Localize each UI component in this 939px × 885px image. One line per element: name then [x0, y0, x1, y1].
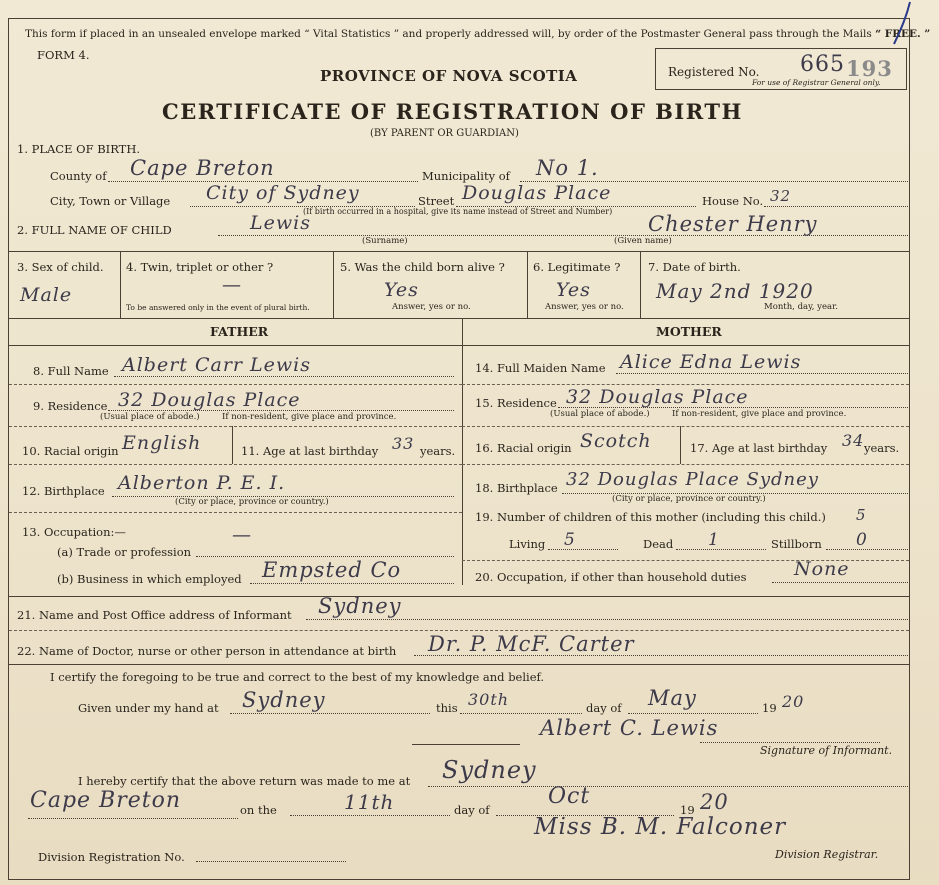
legitimate-value: Yes [556, 279, 591, 301]
mother-residence-label: 15. Residence [475, 396, 557, 410]
father-occupation-label: 13. Occupation:— [22, 525, 126, 539]
division-number-label: Division Registration No. [38, 850, 185, 864]
stillborn-value: 0 [856, 530, 868, 550]
legitimate-note: Answer, yes or no. [545, 302, 624, 312]
dead-line [676, 549, 766, 550]
house-label: House No. [702, 194, 764, 208]
mother-birthplace-label: 18. Birthplace [475, 481, 558, 495]
form-number: FORM 4. [37, 48, 90, 62]
mother-heading: MOTHER [656, 324, 722, 339]
mother-occupation-label: 20. Occupation, if other than household duties [475, 570, 747, 584]
divider-6-7 [640, 251, 641, 318]
given-under-label: Given under my hand at [78, 701, 219, 715]
father-name-label: 8. Full Name [33, 364, 109, 378]
father-name-value: Albert Carr Lewis [122, 354, 311, 376]
rule-certify-top [9, 664, 909, 665]
father-racial-divider [232, 426, 233, 464]
certificate-title: CERTIFICATE OF REGISTRATION OF BIRTH [162, 99, 743, 124]
registrar-county-line [28, 818, 238, 819]
mother-name-label: 14. Full Maiden Name [475, 361, 606, 375]
rule-row3-top [9, 251, 909, 252]
this-day-value: 30th [468, 690, 510, 709]
informant-line [306, 619, 908, 620]
registrar-note: For use of Registrar General only. [752, 78, 881, 87]
father-residence-note-a: (Usual place of abode.) [100, 412, 200, 422]
father-business-line [250, 583, 454, 584]
signature-caption: Signature of Informant. [760, 744, 893, 757]
this-day-line [460, 713, 582, 714]
mother-name-value: Alice Edna Lewis [620, 351, 802, 373]
given-place-value: Sydney [242, 688, 326, 712]
mother-racial-divider [680, 426, 681, 464]
signature-separator [412, 744, 520, 745]
children-count-value: 5 [856, 506, 867, 524]
street-value: Douglas Place [462, 182, 612, 204]
registered-label: Registered No. [668, 65, 760, 79]
father-name-line [114, 376, 454, 377]
mother-residence-note-a: (Usual place of abode.) [550, 409, 650, 419]
mother-name-line [616, 373, 908, 374]
registered-value: 665 [800, 52, 845, 77]
father-racial-label: 10. Racial origin [22, 444, 119, 458]
month-line [628, 713, 758, 714]
mother-occupation-value: None [794, 558, 850, 580]
father-age-label: 11. Age at last birthday [241, 444, 379, 458]
mother-row-rule-2 [462, 426, 909, 427]
father-row-rule-2 [9, 426, 462, 427]
informant-signature: Albert C. Lewis [540, 716, 719, 740]
father-birthplace-note: (City or place, province or country.) [175, 497, 329, 507]
sex-value: Male [20, 284, 73, 306]
twin-label: 4. Twin, triplet or other ? [126, 260, 274, 274]
registrar-text: I hereby certify that the above return was made to me at [78, 774, 411, 788]
mother-row-rule-3 [462, 464, 909, 465]
street-label: Street [418, 194, 455, 208]
year-suffix: 20 [782, 692, 805, 711]
notice-pre: This form if placed in an unsealed envelope marked [25, 28, 301, 40]
registrar-month: Oct [548, 784, 591, 809]
registrar-year-prefix: 19 [680, 803, 695, 817]
registrar-day-line [290, 815, 450, 816]
registrar-signature: Miss B. M. Falconer [534, 814, 787, 840]
house-line [764, 206, 908, 207]
registrar-year-suffix: 20 [700, 790, 729, 814]
doctor-value: Dr. P. McF. Carter [428, 632, 635, 656]
mother-row-rule-1 [462, 384, 909, 385]
mother-age-unit: years. [864, 441, 900, 455]
registrar-place: Sydney [442, 756, 537, 784]
rule-doctor-top [9, 630, 909, 631]
birth-date-note: Month, day, year. [764, 302, 838, 312]
divider-5-6 [527, 251, 528, 318]
sex-label: 3. Sex of child. [17, 260, 104, 274]
birth-date-value: May 2nd 1920 [656, 279, 814, 303]
house-value: 32 [770, 187, 792, 205]
father-trade-label: (a) Trade or profession [57, 545, 192, 559]
mother-age-label: 17. Age at last birthday [690, 441, 828, 455]
registrar-day: 11th [344, 790, 395, 814]
father-row-rule-3 [9, 464, 462, 465]
hospital-note: (If birth occurred in a hospital, give its name instead of Street and Number) [303, 207, 613, 216]
mother-racial-label: 16. Racial origin [475, 441, 572, 455]
notice-free: “ FREE. ” [875, 28, 931, 40]
mother-birthplace-value: 32 Douglas Place Sydney [566, 469, 819, 490]
mother-residence-value: 32 Douglas Place [566, 386, 749, 408]
day-of-label: day of [586, 701, 622, 715]
alive-note: Answer, yes or no. [392, 302, 471, 312]
given-name-caption: (Given name) [614, 236, 672, 246]
twin-value: — [222, 274, 242, 296]
father-birthplace-value: Alberton P. E. I. [118, 472, 286, 494]
informant-value: Sydney [318, 594, 402, 618]
father-business-value: Empsted Co [262, 558, 402, 582]
mother-occupation-line [772, 582, 908, 583]
birth-date-label: 7. Date of birth. [648, 260, 741, 274]
rule-row3-bottom [9, 318, 909, 319]
father-age-value: 33 [392, 434, 415, 453]
alive-value: Yes [384, 279, 419, 301]
mother-residence-note-b: If non-resident, give place and province. [672, 409, 847, 419]
father-heading: FATHER [210, 324, 269, 339]
registrar-place-line [428, 786, 908, 787]
place-heading: 1. PLACE OF BIRTH. [17, 142, 141, 156]
divider-3-4 [120, 251, 121, 318]
county-value: Cape Breton [130, 156, 275, 180]
province-heading: PROVINCE OF NOVA SCOTIA [320, 67, 578, 85]
father-residence-value: 32 Douglas Place [118, 389, 301, 411]
surname-caption: (Surname) [362, 236, 408, 246]
doctor-label: 22. Name of Doctor, nurse or other person in attendance at birth [17, 644, 397, 658]
father-row-rule-1 [9, 384, 462, 385]
mother-age-value: 34 [842, 431, 865, 450]
city-value: City of Sydney [206, 182, 360, 204]
father-business-label: (b) Business in which employed [57, 572, 242, 586]
dead-label: Dead [643, 537, 674, 551]
father-residence-label: 9. Residence [33, 399, 108, 413]
father-age-unit: years. [420, 444, 456, 458]
father-residence-note-b: If non-resident, give place and province. [222, 412, 397, 422]
father-mother-divider [462, 318, 463, 585]
stillborn-label: Stillborn [771, 537, 822, 551]
signature-line [700, 742, 880, 743]
notice-quote: “ Vital Statistics ” [304, 28, 400, 40]
registrar-caption: Division Registrar. [775, 848, 879, 861]
registrar-day-of-label: day of [454, 803, 490, 817]
alive-label: 5. Was the child born alive ? [340, 260, 505, 274]
on-the-label: on the [240, 803, 277, 817]
father-trade-value: — [232, 524, 252, 546]
mother-birthplace-note: (City or place, province or country.) [612, 494, 766, 504]
mother-racial-value: Scotch [580, 430, 652, 452]
child-name-label: 2. FULL NAME OF CHILD [17, 223, 172, 237]
month-value: May [648, 686, 697, 710]
ink-mark [888, 0, 918, 50]
municipality-value: No 1. [536, 156, 599, 180]
rule-informant-top [9, 596, 909, 597]
registrar-county: Cape Breton [30, 788, 182, 813]
father-row-rule-4 [9, 512, 462, 513]
twin-note: To be answered only in the event of plural birth. [126, 303, 310, 312]
notice-post: and properly addressed will, by order of the Postmaster General pass through the Mails [402, 28, 872, 40]
division-number-line [196, 861, 346, 862]
legitimate-label: 6. Legitimate ? [533, 260, 621, 274]
registered-stamp: 193 [846, 56, 893, 81]
father-racial-value: English [122, 432, 202, 454]
this-label: this [436, 701, 458, 715]
county-label: County of [50, 169, 107, 183]
children-count-label: 19. Number of children of this mother (including this child.) [475, 510, 826, 524]
certificate-subtitle: (BY PARENT OR GUARDIAN) [370, 128, 519, 139]
child-surname: Lewis [250, 212, 311, 234]
municipality-label: Municipality of [422, 169, 510, 183]
living-label: Living [509, 537, 546, 551]
living-line [548, 549, 618, 550]
divider-4-5 [333, 251, 334, 318]
father-trade-line [196, 556, 454, 557]
father-birthplace-label: 12. Birthplace [22, 484, 105, 498]
given-place-line [230, 713, 430, 714]
living-value: 5 [564, 530, 576, 550]
informant-label: 21. Name and Post Office address of Informant [17, 608, 292, 622]
certify-text: I certify the foregoing to be true and correct to the best of my knowledge and belief. [50, 670, 545, 684]
dead-value: 1 [708, 530, 720, 550]
rule-parents-heading [9, 345, 909, 346]
mail-notice [25, 29, 930, 40]
city-label: City, Town or Village [50, 194, 171, 208]
year-prefix: 19 [762, 701, 777, 715]
child-given-name: Chester Henry [648, 212, 818, 236]
